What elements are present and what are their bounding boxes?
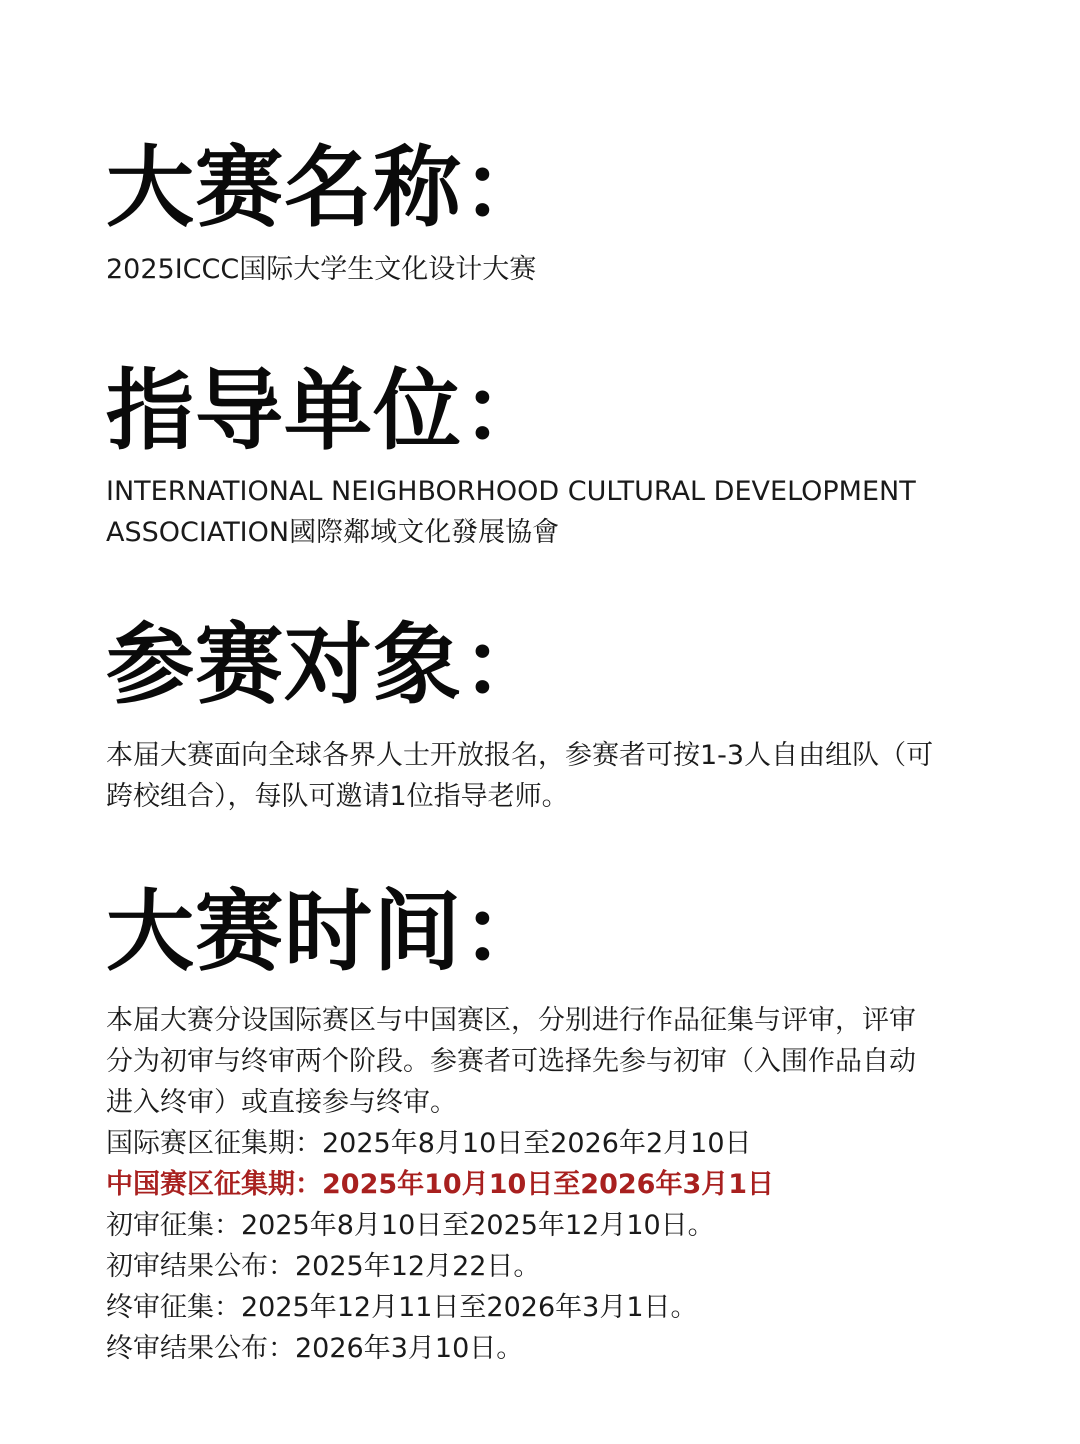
schedule-text xyxy=(106,1000,996,1369)
guiding-unit-line-2: ASSOCIATION國際鄰域文化發展協會 xyxy=(106,517,560,548)
guiding-unit-text xyxy=(106,471,996,553)
schedule-intro-line-1: 本届大赛分设国际赛区与中国赛区，分别进行作品征集与评审，评审 xyxy=(106,1005,916,1036)
schedule-preliminary-results: 初审结果公布：2025年12月22日。 xyxy=(106,1251,541,1282)
participants-line-1: 本届大赛面向全球各界人士开放报名，参赛者可按1-3人自由组队（可 xyxy=(106,740,934,771)
competition-name-line: 2025ICCC国际大学生文化设计大赛 xyxy=(106,254,537,285)
schedule-international-period: 国际赛区征集期：2025年8月10日至2026年2月10日 xyxy=(106,1128,752,1159)
heading-schedule: 大赛时间： xyxy=(106,879,552,983)
schedule-preliminary-collection: 初审征集：2025年8月10日至2025年12月10日。 xyxy=(106,1210,715,1241)
schedule-final-results: 终审结果公布：2026年3月10日。 xyxy=(106,1333,524,1364)
competition-name-text xyxy=(106,249,996,290)
schedule-final-collection: 终审征集：2025年12月11日至2026年3月1日。 xyxy=(106,1292,698,1323)
schedule-china-period: 中国赛区征集期：2025年10月10日至2026年3月1日 xyxy=(106,1169,775,1200)
heading-participants: 参赛对象： xyxy=(106,612,552,716)
schedule-intro-line-3: 进入终审）或直接参与终审。 xyxy=(106,1087,457,1118)
schedule-intro-line-2: 分为初审与终审两个阶段。参赛者可选择先参与初审（入围作品自动 xyxy=(106,1046,916,1077)
guiding-unit-line-1: INTERNATIONAL NEIGHBORHOOD CULTURAL DEVELOPMENT xyxy=(106,476,916,507)
participants-line-2: 跨校组合），每队可邀请1位指导老师。 xyxy=(106,781,569,812)
heading-guiding-unit: 指导单位： xyxy=(106,358,552,462)
heading-competition-name: 大赛名称： xyxy=(106,135,552,239)
participants-text xyxy=(106,735,996,817)
